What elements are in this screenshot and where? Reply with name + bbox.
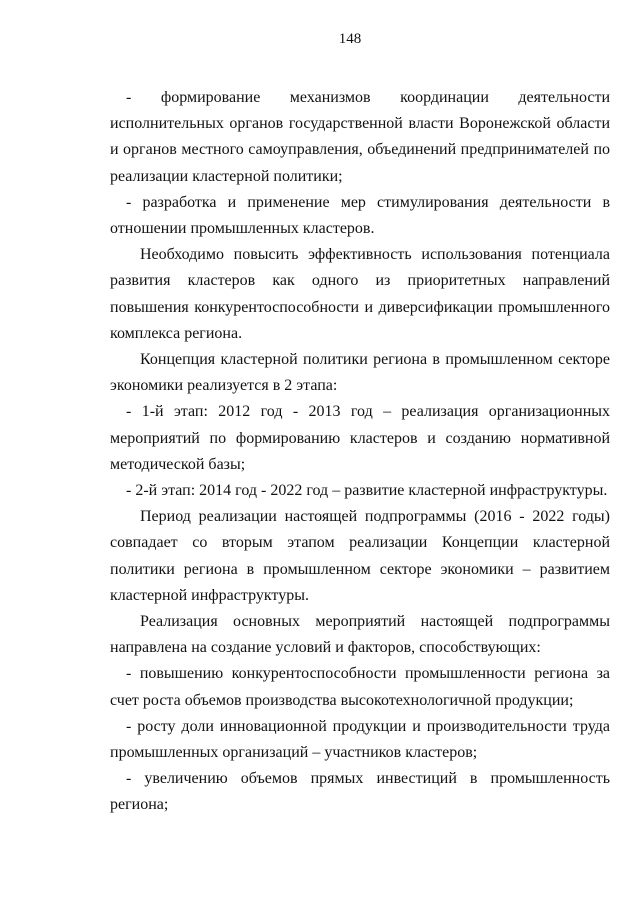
paragraph: Необходимо повысить эффективность использования потенциала развития кластеров как одного из приоритетных направлений повышения конкурентоспособности и диверсификации промышленного комплекса региона. — [110, 246, 610, 342]
list-item: - росту доли инновационной продукции и производительности труда промышленных организаций – участников кластеров; — [110, 717, 610, 762]
page-number: 148 — [338, 31, 362, 47]
list-item: - формирование механизмов координации деятельности исполнительных органов государственной власти Воронежской области и органов местного самоуправления, объединений предпринимателей по реализации кластерной политики; — [110, 89, 610, 185]
paragraph: Период реализации настоящей подпрограммы (2016 - 2022 годы) совпадает со вторым этапом реализации Концепции кластерной политики региона в промышленном секторе экономики – развитием кластерной инфраструктуры. — [110, 508, 610, 604]
list-item: - разработка и применение мер стимулирования деятельности в отношении промышленных кластеров. — [110, 193, 610, 238]
list-item: - 2-й этап: 2014 год - 2022 год – развитие кластерной инфраструктуры. — [126, 482, 608, 500]
document-body — [110, 85, 610, 819]
list-item: - увеличению объемов прямых инвестиций в промышленность региона; — [110, 770, 610, 814]
paragraph: Реализация основных мероприятий настоящей подпрограммы направлена на создание условий и факторов, способствующих: — [110, 613, 610, 657]
list-item: - повышению конкурентоспособности промышленности региона за счет роста объемов производства высокотехнологичной продукции; — [110, 665, 610, 709]
paragraph: Концепция кластерной политики региона в промышленном секторе экономики реализуется в 2 этапа: — [110, 351, 610, 395]
list-item: - 1-й этап: 2012 год - 2013 год – реализация организационных мероприятий по формированию кластеров и созданию нормативной методической базы; — [110, 403, 610, 473]
